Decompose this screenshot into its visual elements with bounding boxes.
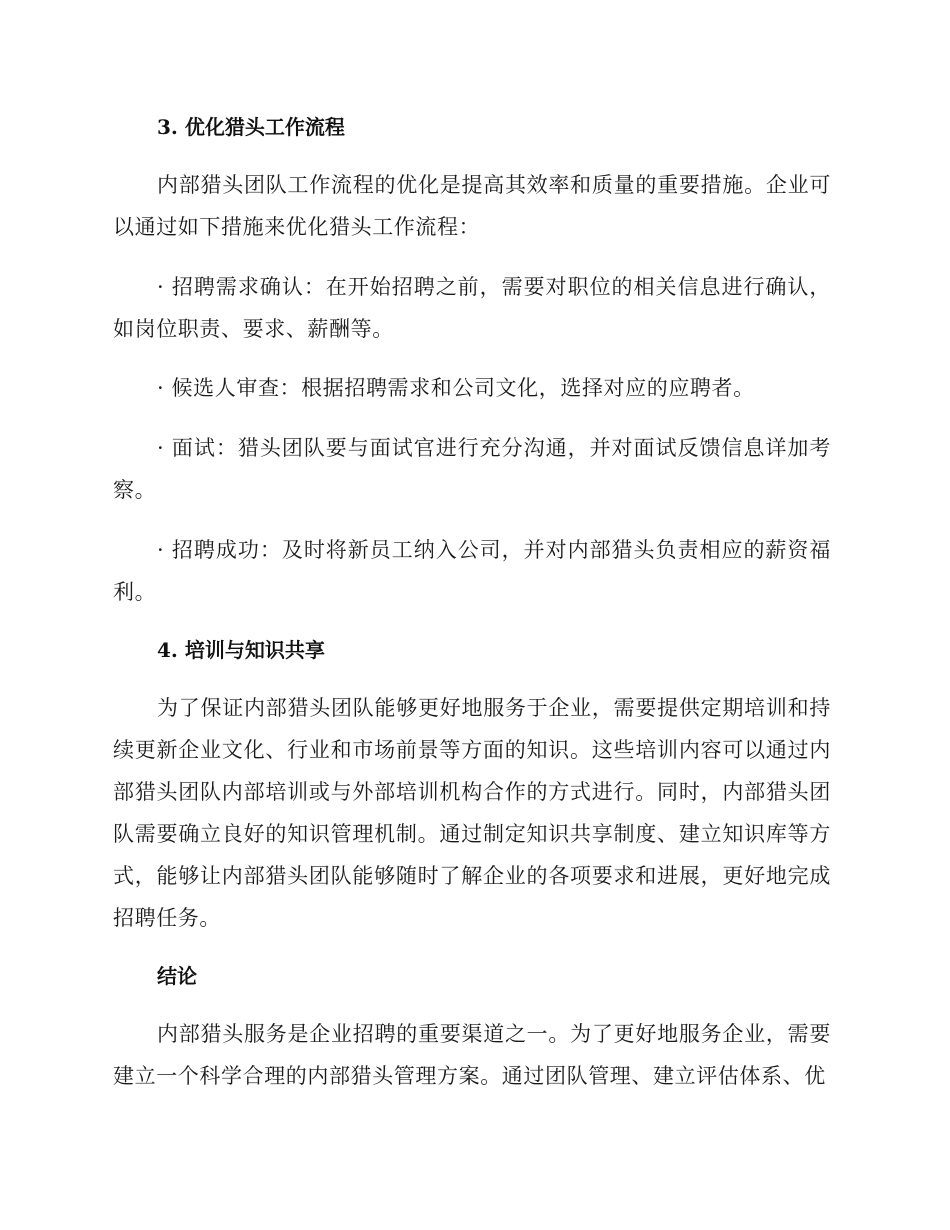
section-3-intro: 内部猎头团队工作流程的优化是提高其效率和质量的重要措施。企业可以通过如下措施来优化猎头工作流程： bbox=[113, 173, 831, 239]
section-4-body: 为了保证内部猎头团队能够更好地服务于企业，需要提供定期培训和持续更新企业文化、行业和市场前景等方面的知识。这些培训内容可以通过内部猎头团队内部培训或与外部培训机构合作的方式进行。同时，内部猎头团队需要确立良好的知识管理机制。通过制定知识共享制度、建立知识库等方式，能够让内部猎头团队能够随时了解企业的各项要求和进展，更好地完成招聘任务。 bbox=[113, 696, 831, 930]
bullet-candidate-review: · 候选人审查：根据招聘需求和公司文化，选择对应的应聘者。 bbox=[157, 376, 755, 400]
conclusion-body: 内部猎头服务是企业招聘的重要渠道之一。为了更好地服务企业，需要建立一个科学合理的内部猎头管理方案。通过团队管理、建立评估体系、优 bbox=[113, 1022, 831, 1088]
conclusion-heading: 结论 bbox=[157, 964, 197, 988]
section-4-heading: 4. 培训与知识共享 bbox=[157, 638, 325, 662]
bullet-recruitment-success: · 招聘成功：及时将新员工纳入公司，并对内部猎头负责相应的薪资福利。 bbox=[113, 538, 831, 604]
document-page bbox=[113, 108, 831, 1097]
bullet-interview: · 面试：猎头团队要与面试官进行充分沟通，并对面试反馈信息详加考察。 bbox=[113, 436, 831, 502]
bullet-recruitment-confirmation: · 招聘需求确认：在开始招聘之前，需要对职位的相关信息进行确认，如岗位职责、要求、薪酬等。 bbox=[113, 275, 831, 341]
section-3-heading: 3. 优化猎头工作流程 bbox=[157, 115, 345, 139]
